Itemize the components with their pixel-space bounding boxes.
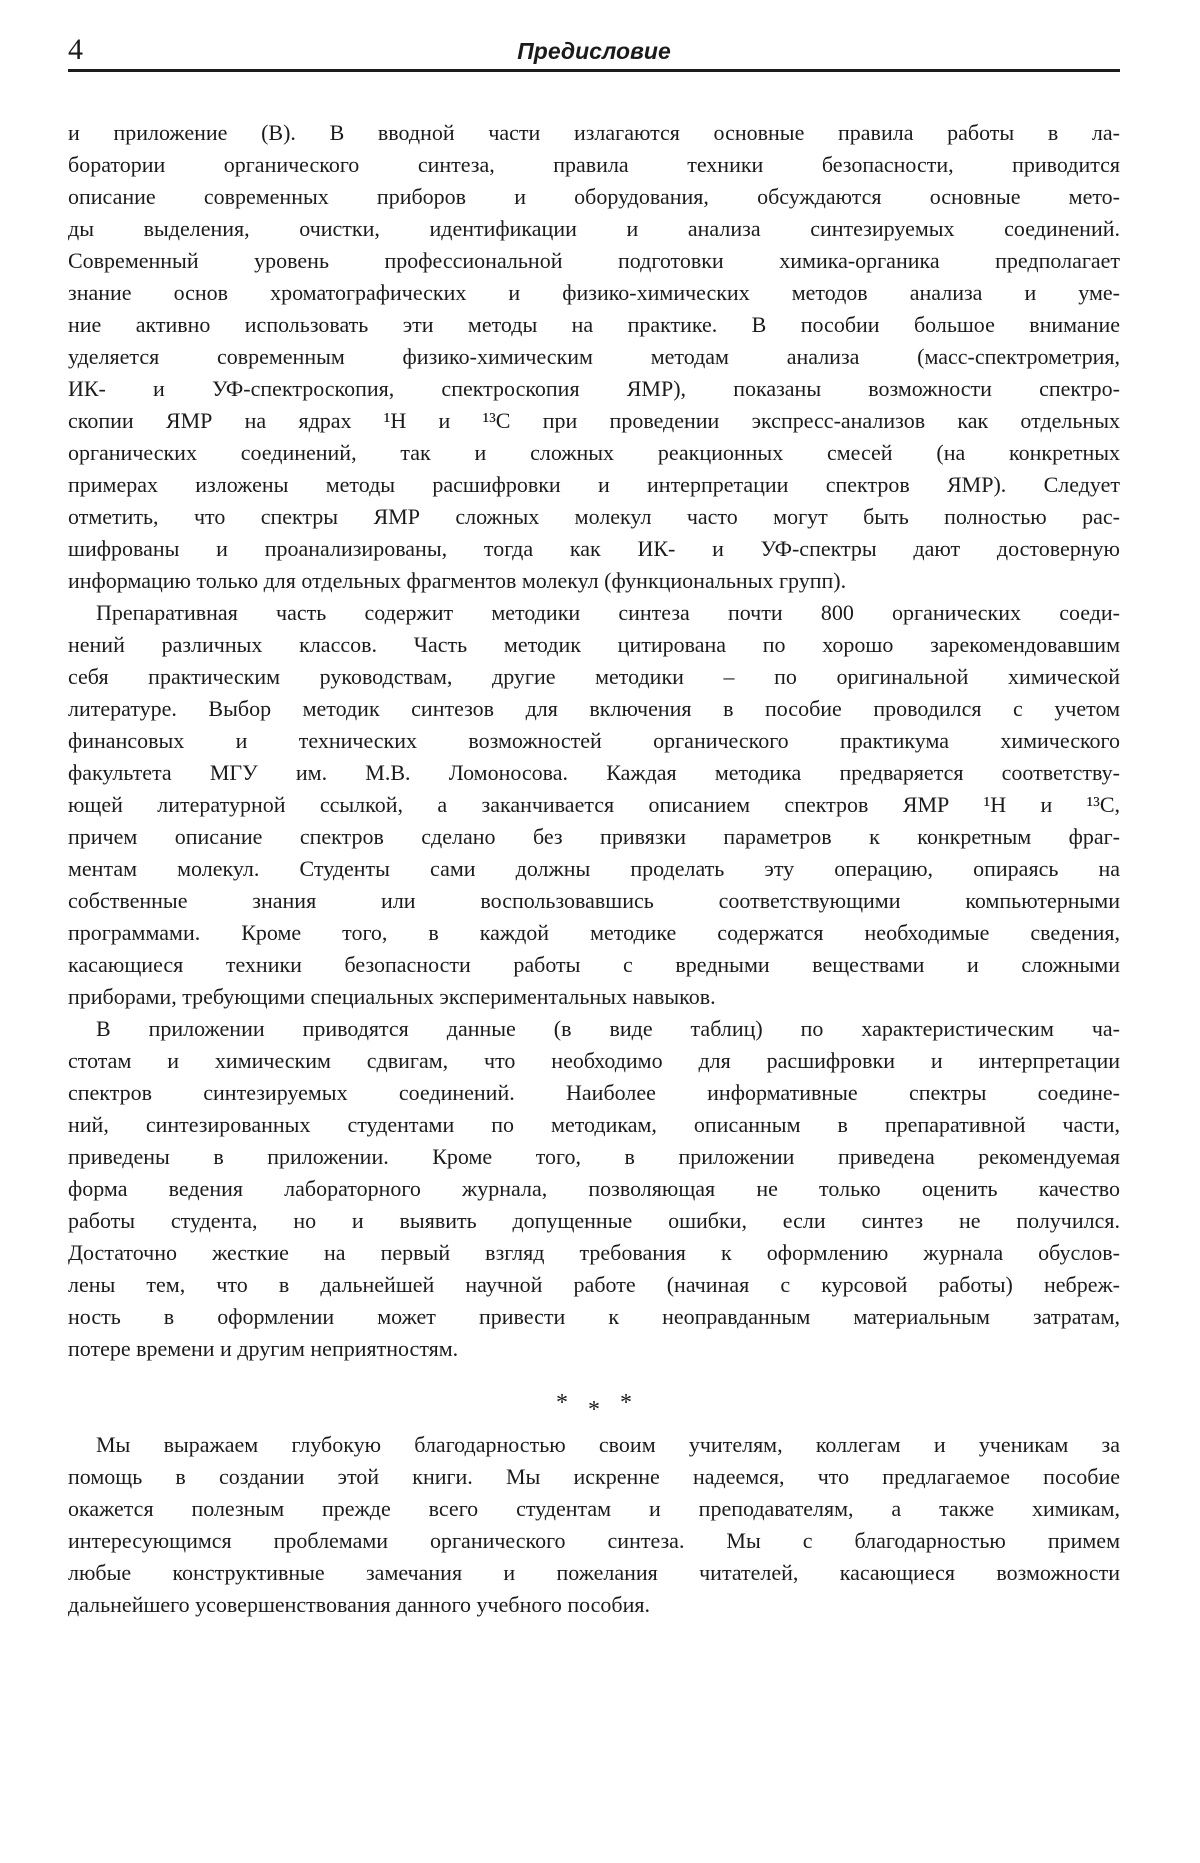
text-line: информацию только для отдельных фрагментов молекул (функциональных групп). — [68, 568, 847, 593]
text-line: Мы выражаем глубокую благодарностью своим учителям, коллегам и ученикам за — [96, 1432, 1120, 1457]
text-line: В приложении приводятся данные (в виде таблиц) по характеристическим ча- — [96, 1016, 1120, 1041]
text-line: ний, синтезированных студентами по методикам, описанным в препаративной части, — [68, 1112, 1120, 1137]
text-line: работы студента, но и выявить допущенные ошибки, если синтез не получился. — [68, 1208, 1120, 1233]
text-line: описание современных приборов и оборудования, обсуждаются основные мето- — [68, 184, 1120, 209]
text-line: ность в оформлении может привести к неоправданным материальным затратам, — [68, 1304, 1120, 1329]
text-line: знание основ хроматографических и физико-химических методов анализа и уме- — [68, 280, 1120, 305]
text-line: Современный уровень профессиональной подготовки химика-органика предполагает — [68, 248, 1120, 273]
text-line: боратории органического синтеза, правила техники безопасности, приводится — [68, 152, 1120, 177]
text-line: нений различных классов. Часть методик цитирована по хорошо зарекомендовавшим — [68, 632, 1120, 657]
text-line: и приложение (В). В вводной части излагаются основные правила работы в ла- — [68, 120, 1120, 145]
text-line: литературе. Выбор методик синтезов для включения в пособие проводился с учетом — [68, 696, 1120, 721]
text-line: ние активно использовать эти методы на практике. В пособии большое внимание — [68, 312, 1120, 337]
text-line: причем описание спектров сделано без привязки параметров к конкретным фраг- — [68, 824, 1120, 849]
asterisk-right: * — [620, 1390, 632, 1416]
text-line: отметить, что спектры ЯМР сложных молекул часто могут быть полностью рас- — [68, 504, 1120, 529]
text-line: лены тем, что в дальнейшей научной работе (начиная с курсовой работы) небреж- — [68, 1272, 1120, 1297]
text-line: спектров синтезируемых соединений. Наиболее информативные спектры соедине- — [68, 1080, 1120, 1105]
text-line: Препаративная часть содержит методики синтеза почти 800 органических соеди- — [96, 600, 1120, 625]
text-line: стотам и химическим сдвигам, что необходимо для расшифровки и интерпретации — [68, 1048, 1120, 1073]
body-text — [68, 117, 1120, 1621]
text-line: ды выделения, очистки, идентификации и анализа синтезируемых соединений. — [68, 216, 1120, 241]
paragraph — [68, 1013, 1120, 1365]
text-line: дальнейшего усовершенствования данного учебного пособия. — [68, 1592, 650, 1617]
paragraph — [68, 117, 1120, 597]
text-line: ИК- и УФ-спектроскопия, спектроскопия ЯМР), показаны возможности спектро- — [68, 376, 1120, 401]
paragraph — [68, 597, 1120, 1013]
text-line: шифрованы и проанализированы, тогда как ИК- и УФ-спектры дают достоверную — [68, 536, 1120, 561]
text-line: окажется полезным прежде всего студентам и преподавателям, а также химикам, — [68, 1496, 1120, 1521]
text-line: ющей литературной ссылкой, а заканчивается описанием спектров ЯМР ¹H и ¹³C, — [68, 792, 1120, 817]
running-title: Предисловие — [517, 38, 671, 64]
text-line: касающиеся техники безопасности работы с вредными веществами и сложными — [68, 952, 1120, 977]
text-line: потере времени и другим неприятностям. — [68, 1336, 459, 1361]
text-line: себя практическим руководствам, другие методики – по оригинальной химической — [68, 664, 1120, 689]
paragraph — [68, 1429, 1120, 1621]
text-line: приведены в приложении. Кроме того, в приложении приведена рекомендуемая — [68, 1144, 1120, 1169]
text-line: приборами, требующими специальных экспериментальных навыков. — [68, 984, 716, 1009]
text-line: примерах изложены методы расшифровки и интерпретации спектров ЯМР). Следует — [68, 472, 1120, 497]
text-line: интересующимся проблемами органического синтеза. Мы с благодарностью примем — [68, 1528, 1120, 1553]
asterisk-left: * — [556, 1390, 568, 1416]
asterisk-middle: * — [588, 1397, 600, 1423]
text-line: собственные знания или воспользовавшись соответствующими компьютерными — [68, 888, 1120, 913]
text-line: скопии ЯМР на ядрах ¹H и ¹³C при проведении экспресс-анализов как отдельных — [68, 408, 1120, 433]
text-line: форма ведения лабораторного журнала, позволяющая не только оценить качество — [68, 1176, 1120, 1201]
running-header — [68, 33, 1120, 72]
text-line: любые конструктивные замечания и пожелания читателей, касающиеся возможности — [68, 1560, 1120, 1585]
text-line: ментам молекул. Студенты сами должны проделать эту операцию, опираясь на — [68, 856, 1120, 881]
asterisk-separator — [68, 1387, 1120, 1423]
page-number: 4 — [68, 33, 83, 66]
text-line: программами. Кроме того, в каждой методике содержатся необходимые сведения, — [68, 920, 1120, 945]
text-line: Достаточно жесткие на первый взгляд требования к оформлению журнала обуслов- — [68, 1240, 1120, 1265]
text-line: факультета МГУ им. М.В. Ломоносова. Каждая методика предваряется соответству- — [68, 760, 1120, 785]
text-line: финансовых и технических возможностей органического практикума химического — [68, 728, 1120, 753]
text-line: уделяется современным физико-химическим методам анализа (масс-спектрометрия, — [68, 344, 1120, 369]
text-line: органических соединений, так и сложных реакционных смесей (на конкретных — [68, 440, 1120, 465]
text-line: помощь в создании этой книги. Мы искренне надеемся, что предлагаемое пособие — [68, 1464, 1120, 1489]
